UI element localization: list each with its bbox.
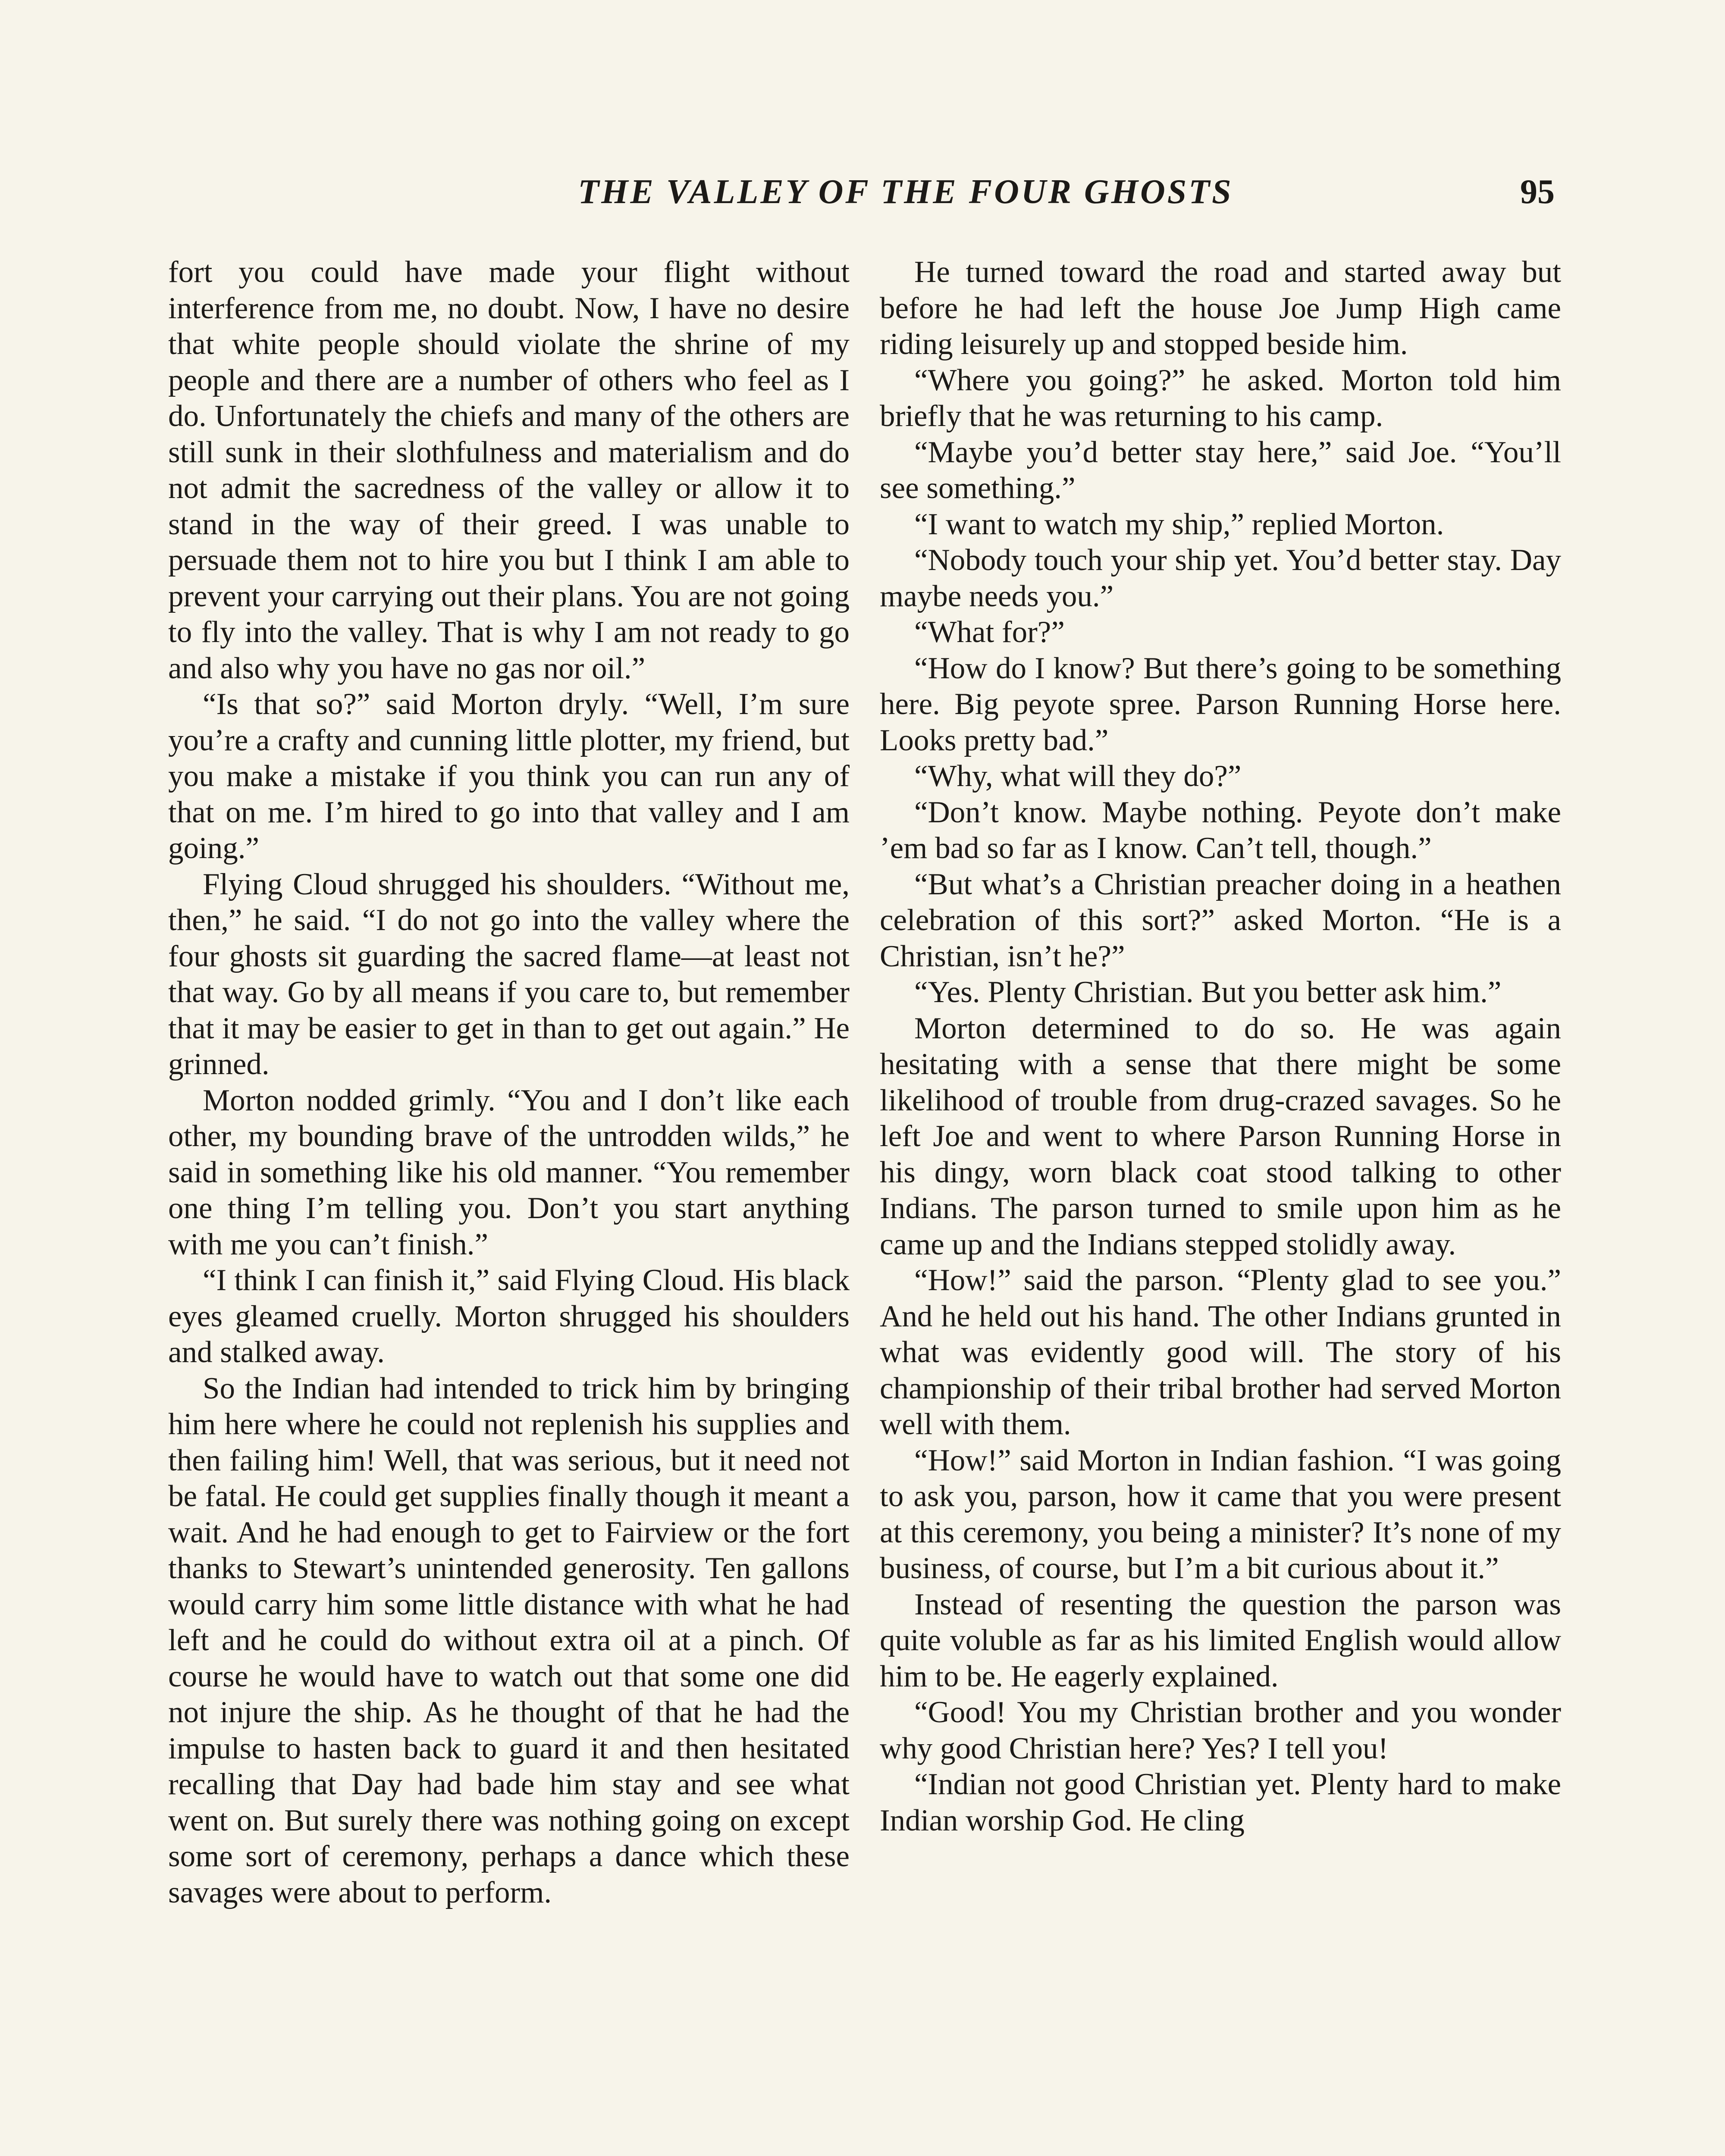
paragraph: “How!” said the parson. “Plenty glad to see you.” And he held out his hand. The other Indians grunted in what was evidently good will. The story of his championship of their tribal brother had served Morton well with them. bbox=[880, 1263, 1561, 1441]
paragraph: “How do I know? But there’s going to be something here. Big peyote spree. Parson Running Horse here. Looks pretty bad.” bbox=[880, 651, 1561, 757]
paragraph: “Where you going?” he asked. Morton told him briefly that he was returning to his camp. bbox=[880, 363, 1561, 433]
paragraph: “Is that so?” said Morton dryly. “Well, I’m sure you’re a crafty and cunning little plotter, my friend, but you make a mistake if you think you can run any of that on me. I’m hired to go into that valley and I am going.” bbox=[168, 687, 850, 865]
left-column bbox=[168, 254, 850, 1911]
paragraph: “I think I can finish it,” said Flying Cloud. His black eyes gleamed cruelly. Morton shrugged his shoulders and stalked away. bbox=[168, 1263, 850, 1369]
paragraph: “Maybe you’d better stay here,” said Joe. “You’ll see something.” bbox=[880, 435, 1561, 505]
paragraph: So the Indian had intended to trick him by bringing him here where he could not replenish his supplies and then failing him! Well, that was serious, but it need not be fatal. He could get supplies finally though it meant a wait. And he had enough to get to Fairview or the fort thanks to Stewart’s unintended generosity. Ten gallons would carry him some little distance with what he had left and he could do without extra oil at a pinch. Of course he would have to watch out that some one did not injure the ship. As he thought of that he had the impulse to hasten back to guard it and then hesitated recalling that Day had bade him stay and see what went on. But surely there was nothing going on except some sort of ceremony, perhaps a dance which these savages were about to perform. bbox=[168, 1371, 850, 1909]
paragraph: “What for?” bbox=[914, 615, 1065, 649]
running-title: THE VALLEY OF THE FOUR GHOSTS bbox=[578, 173, 1233, 211]
paragraph: “Indian not good Christian yet. Plenty hard to make Indian worship God. He cling bbox=[880, 1767, 1561, 1837]
paragraph: “Nobody touch your ship yet. You’d better stay. Day maybe needs you.” bbox=[880, 543, 1561, 613]
paragraph: “But what’s a Christian preacher doing in a heathen celebration of this sort?” asked Morton. “He is a Christian, isn’t he?” bbox=[880, 867, 1561, 973]
paragraph: Instead of resenting the question the parson was quite voluble as far as his limited English would allow him to be. He eagerly explained. bbox=[880, 1587, 1561, 1693]
paragraph: “How!” said Morton in Indian fashion. “I was going to ask you, parson, how it came that you were present at this ceremony, you being a minister? It’s none of my business, of course, but I’m a bit curious about it.” bbox=[880, 1443, 1561, 1585]
paragraph: fort you could have made your flight without interference from me, no doubt. Now, I have no desire that white people should violate the shrine of my people and there are a number of others who feel as I do. Unfortunately the chiefs and many of the others are still sunk in their slothfulness and materialism and do not admit the sacredness of the valley or allow it to stand in the way of their greed. I was unable to persuade them not to hire you but I think I am able to prevent your carrying out their plans. You are not going to fly into the valley. That is why I am not ready to go and also why you have no gas nor oil.” bbox=[168, 255, 850, 685]
paragraph: “Why, what will they do?” bbox=[914, 759, 1242, 793]
paragraph: “Good! You my Christian brother and you wonder why good Christian here? Yes? I tell you! bbox=[880, 1695, 1561, 1765]
paragraph: Morton nodded grimly. “You and I don’t like each other, my bounding brave of the untrodden wilds,” he said in something like his old manner. “You remember one thing I’m telling you. Don’t you start anything with me you can’t finish.” bbox=[168, 1083, 850, 1261]
paragraph: He turned toward the road and started away but before he had left the house Joe Jump High came riding leisurely up and stopped beside him. bbox=[880, 255, 1561, 361]
page-number: 95 bbox=[1520, 173, 1555, 211]
right-column bbox=[880, 254, 1561, 1839]
paragraph: “Don’t know. Maybe nothing. Peyote don’t make ’em bad so far as I know. Can’t tell, though.” bbox=[880, 795, 1561, 865]
paragraph: “I want to watch my ship,” replied Morton. bbox=[914, 507, 1444, 541]
paragraph: Flying Cloud shrugged his shoulders. “Without me, then,” he said. “I do not go into the valley where the four ghosts sit guarding the sacred flame—at least not that way. Go by all means if you care to, but remember that it may be easier to get in than to get out again.” He grinned. bbox=[168, 867, 850, 1081]
paragraph: Morton determined to do so. He was again hesitating with a sense that there might be some likelihood of trouble from drug-crazed savages. So he left Joe and went to where Parson Running Horse in his dingy, worn black coat stood talking to other Indians. The parson turned to smile upon him as he came up and the Indians stepped stolidly away. bbox=[880, 1011, 1561, 1261]
paragraph: “Yes. Plenty Christian. But you better ask him.” bbox=[914, 975, 1502, 1009]
